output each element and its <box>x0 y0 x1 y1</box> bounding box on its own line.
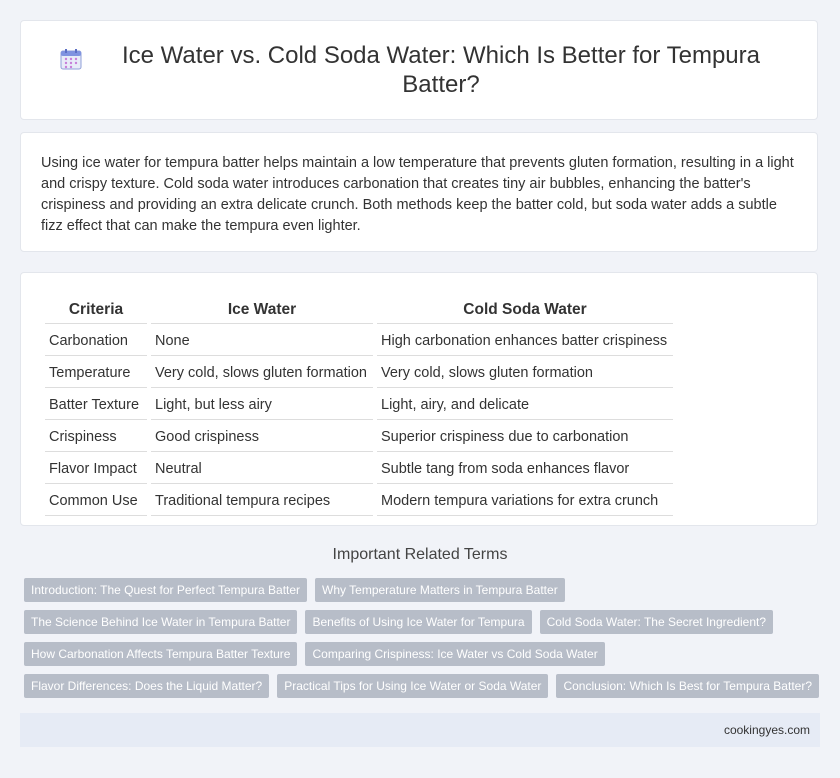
tag-row <box>24 578 824 602</box>
related-term-tag[interactable]: Why Temperature Matters in Tempura Batter <box>315 578 565 602</box>
table-cell: Neutral <box>151 454 373 484</box>
header-criteria: Criteria <box>45 297 147 324</box>
tag-row <box>24 610 824 634</box>
related-term-tag[interactable]: How Carbonation Affects Tempura Batter Texture <box>24 642 297 666</box>
table-header-row <box>45 297 673 324</box>
table-cell: None <box>151 326 373 356</box>
related-term-tag[interactable]: Comparing Crispiness: Ice Water vs Cold Soda Water <box>305 642 604 666</box>
tag-row <box>24 642 824 666</box>
table-row <box>45 390 673 420</box>
table-row <box>45 422 673 452</box>
tag-row <box>24 674 824 698</box>
intro-card <box>20 132 818 252</box>
footer-site-link[interactable]: cookingyes.com <box>723 723 810 737</box>
table-row <box>45 326 673 356</box>
table-cell: Traditional tempura recipes <box>151 486 373 516</box>
title-wrap <box>59 41 779 99</box>
related-term-tag[interactable]: The Science Behind Ice Water in Tempura Batter <box>24 610 297 634</box>
table-cell: Carbonation <box>45 326 147 356</box>
table-row <box>45 358 673 388</box>
page-title: Ice Water vs. Cold Soda Water: Which Is Better for Tempura Batter? <box>121 42 760 98</box>
footer <box>20 713 820 747</box>
calendar-icon <box>59 47 83 71</box>
table-row <box>45 454 673 484</box>
related-term-tag[interactable]: Cold Soda Water: The Secret Ingredient? <box>540 610 773 634</box>
related-term-tag[interactable]: Introduction: The Quest for Perfect Tempura Batter <box>24 578 307 602</box>
intro-paragraph: Using ice water for tempura batter helps maintain a low temperature that prevents gluten formation, resulting in a light and crispy texture. Cold soda water introduces carbonation that creates tiny air bubbles, enhancing the batter's crispiness and providing an extra delicate crunch. Both methods keep the batter cold, but soda water adds a subtle fizz effect that can make the tempura even lighter. <box>41 155 794 234</box>
table-cell: Batter Texture <box>45 390 147 420</box>
table-cell: Very cold, slows gluten formation <box>151 358 373 388</box>
related-term-tag[interactable]: Flavor Differences: Does the Liquid Matter? <box>24 674 269 698</box>
table-cell: Modern tempura variations for extra crunch <box>377 486 673 516</box>
table-cell: Superior crispiness due to carbonation <box>377 422 673 452</box>
table-cell: Good crispiness <box>151 422 373 452</box>
table-row <box>45 486 673 516</box>
table-cell: Common Use <box>45 486 147 516</box>
related-terms-heading: Important Related Terms <box>332 546 508 563</box>
table-cell: High carbonation enhances batter crispiness <box>377 326 673 356</box>
related-term-tag[interactable]: Practical Tips for Using Ice Water or Soda Water <box>277 674 548 698</box>
table-cell: Light, airy, and delicate <box>377 390 673 420</box>
header-ice-water: Ice Water <box>151 297 373 324</box>
comparison-card <box>20 272 818 526</box>
table-cell: Flavor Impact <box>45 454 147 484</box>
table-cell: Very cold, slows gluten formation <box>377 358 673 388</box>
related-term-tag[interactable]: Conclusion: Which Is Best for Tempura Batter? <box>556 674 819 698</box>
table-cell: Light, but less airy <box>151 390 373 420</box>
table-cell: Subtle tang from soda enhances flavor <box>377 454 673 484</box>
related-terms-list <box>24 578 824 706</box>
table-cell: Temperature <box>45 358 147 388</box>
comparison-table <box>41 295 677 518</box>
related-term-tag[interactable]: Benefits of Using Ice Water for Tempura <box>305 610 531 634</box>
header-cold-soda-water: Cold Soda Water <box>377 297 673 324</box>
title-card <box>20 20 818 120</box>
table-cell: Crispiness <box>45 422 147 452</box>
